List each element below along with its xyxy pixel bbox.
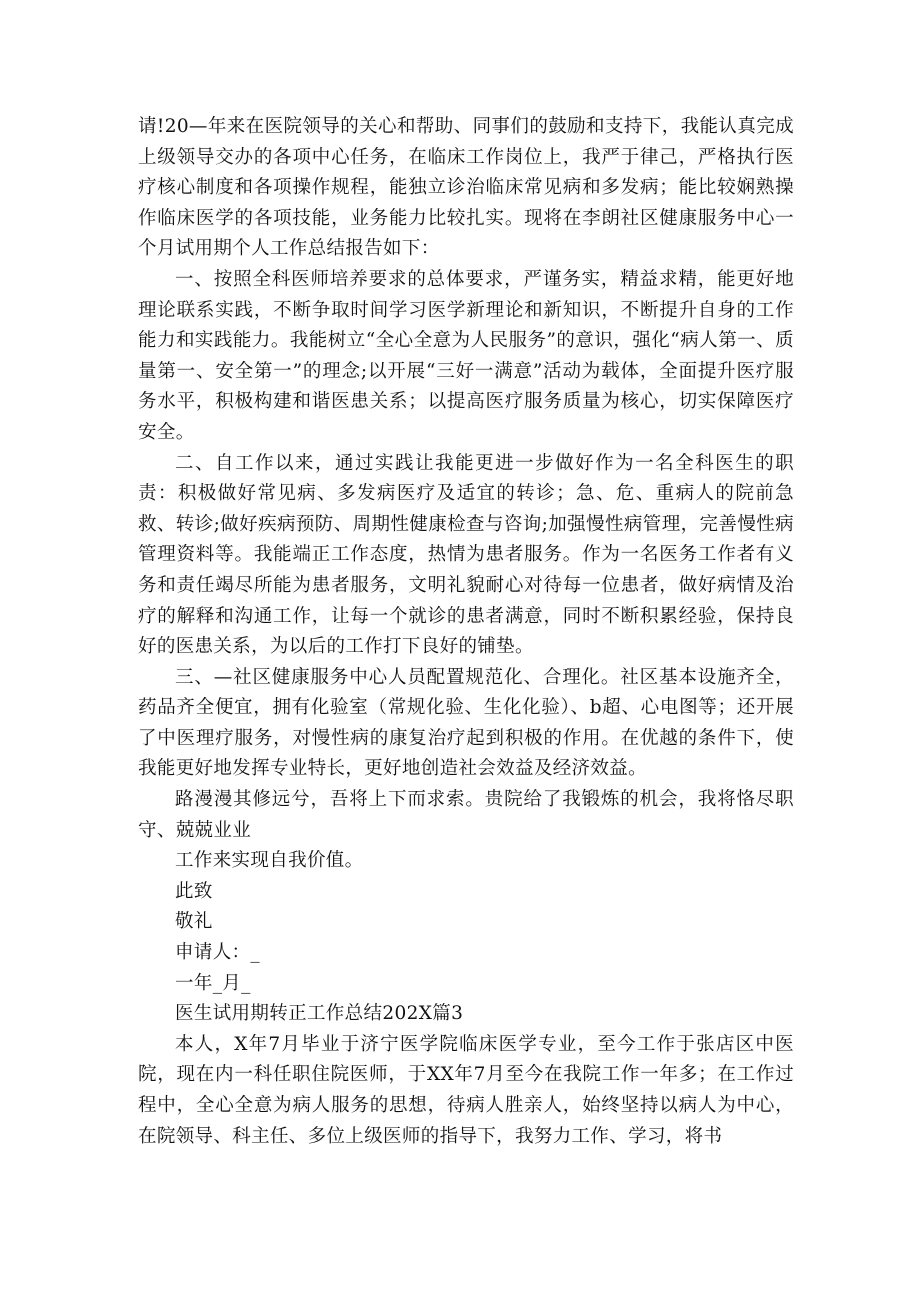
regards-line: 敬礼 (175, 911, 213, 933)
paragraph-intro: 请!20—年来在医院领导的关心和帮助、同事们的鼓励和支持下，我能认真完成上级领导交办的各项中心任务，在临床工作岗位上，我严于律己，严格执行医疗核心制度和各项操作规程，能独立诊治临床常见病和多发病；能比较娴熟操作临床医学的各项技能，业务能力比较扎实。现将在李朗社区健康服务中心一个月试用期个人工作总结报告如下： (138, 116, 794, 260)
applicant-line: 申请人：_ (175, 942, 261, 964)
section-heading: 医生试用期转正工作总结202X篇3 (175, 1003, 464, 1025)
paragraph-part-three: 本人，X年7月毕业于济宁医学院临床医学专业，至今工作于张店区中医院，现在内一科任职住院医师，于XX年7月至今在我院工作一年多；在工作过程中，全心全意为病人服务的思想，待病人胜亲人，始终坚持以病人为中心，在院领导、科主任、多位上级医师的指导下，我努力工作、学习，将书 (138, 1033, 794, 1147)
paragraph-section-three: 三、—社区健康服务中心人员配置规范化、合理化。社区基本设施齐全，药品齐全便宜，拥有化验室（常规化验、生化化验）、b超、心电图等；还开展了中医理疗服务，对慢性病的康复治疗起到积极的作用。在优越的条件下，使我能更好地发挥专业特长，更好地创造社会效益及经济效益。 (138, 666, 794, 780)
paragraph-section-two: 二、自工作以来，通过实践让我能更进一步做好作为一名全科医生的职责：积极做好常见病、多发病医疗及适宜的转诊；急、危、重病人的院前急救、转诊;做好疾病预防、周期性健康检查与咨询;加强慢性病管理，完善慢性病管理资料等。我能端正工作态度，热情为患者服务。作为一名医务工作者有义务和责任竭尽所能为患者服务，文明礼貌耐心对待每一位患者，做好病情及治疗的解释和沟通工作，让每一个就诊的患者满意，同时不断积累经验，保持良好的医患关系，为以后的工作打下良好的铺垫。 (138, 452, 794, 658)
salutation-line: 此致 (175, 880, 213, 902)
paragraph-section-one: 一、按照全科医师培养要求的总体要求，严谨务实，精益求精，能更好地理论联系实践，不断争取时间学习医学新理论和新知识，不断提升自身的工作能力和实践能力。我能树立“全心全意为人民服务”的意识，强化“病人第一、质量第一、安全第一”的理念;以开展“三好一满意”活动为载体，全面提升医疗服务水平，积极构建和谐医患关系；以提高医疗服务质量为核心，切实保障医疗安全。 (138, 268, 794, 443)
document-body (138, 112, 794, 1152)
closing-continuation: 工作来实现自我价值。 (175, 850, 364, 872)
paragraph-closing: 路漫漫其修远兮，吾将上下而求索。贵院给了我锻炼的机会，我将恪尽职守、兢兢业业 (138, 789, 794, 841)
date-line: 一年_月_ (175, 972, 251, 994)
